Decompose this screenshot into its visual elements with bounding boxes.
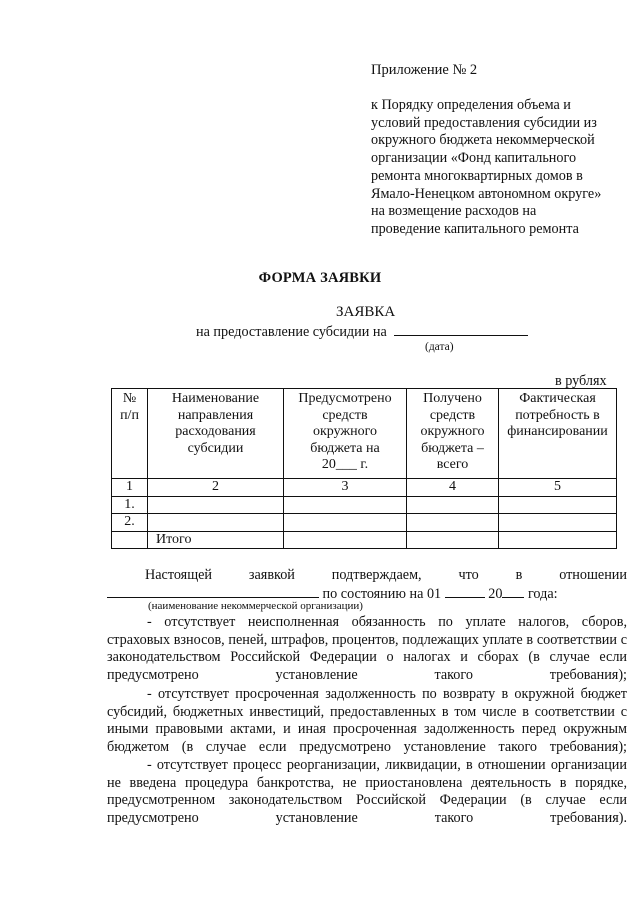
confirm-word: Настоящей (145, 567, 213, 583)
table-cell[interactable] (284, 496, 407, 514)
annex-title: Приложение № 2 (371, 62, 478, 78)
table-cell[interactable] (499, 496, 617, 514)
annex-line: Ямало-Ненецком автономном округе» (371, 185, 602, 202)
confirm-word: в (515, 567, 523, 583)
confirm-word: подтверждаем, (331, 567, 422, 583)
units-label: в рублях (555, 373, 607, 389)
annex-line: окружного бюджета некоммерческой (371, 132, 595, 149)
confirm-line-1 (107, 567, 627, 585)
table-cell[interactable] (499, 514, 617, 532)
header-received: Получено средств окружного бюджета – всего (407, 389, 499, 479)
request-subtitle-text: на предоставление субсидии на (196, 324, 387, 340)
table-cell[interactable] (407, 514, 499, 532)
row-number: 1. (112, 496, 148, 514)
row-number: 2. (112, 514, 148, 532)
annex-line: условий предоставления субсидии из (371, 114, 597, 131)
org-name-blank-field[interactable] (107, 584, 319, 598)
header-number: № п/п (112, 389, 148, 479)
annex-line: к Порядку определения объема и (371, 97, 571, 113)
table-cell[interactable] (499, 531, 617, 549)
header-planned: Предусмотрено средств окружного бюджета на 20___ г. (284, 389, 407, 479)
column-number: 5 (499, 479, 617, 497)
header-direction: Наименование направления расходования субсидии (148, 389, 284, 479)
date-caption: (дата) (425, 341, 454, 353)
table-cell (112, 531, 148, 549)
annex-line: проведение капитального ремонта (371, 220, 579, 237)
table-cell[interactable] (284, 514, 407, 532)
request-subtitle (196, 322, 528, 341)
confirm-word: заявкой (248, 567, 295, 583)
confirm-word: отношении (559, 567, 627, 583)
confirm-date-text: по состоянию на 01 (322, 586, 442, 602)
table-cell[interactable] (407, 531, 499, 549)
table-cell[interactable] (148, 514, 284, 532)
table-cell[interactable] (148, 496, 284, 514)
column-number: 4 (407, 479, 499, 497)
request-title: ЗАЯВКА (336, 304, 396, 320)
condition-taxes: - отсутствует неисполненная обязанность по уплате налогов, сборов, страховых взносов, пеней, штрафов, процентов, подлежащих уплате в соответствии с законодательством Российской Федерации о налогах и сборах (в случае если предусмотрено установление такого требования); (107, 614, 627, 683)
table-cell[interactable] (284, 531, 407, 549)
condition-debt: - отсутствует просроченная задолженность по возврату в окружной бюджет субсидий, бюджетных инвестиций, предоставленных в том числе в соответствии с иными правовыми актами, и иная просроченная задолженность перед окружным бюджетом (в случае если предусмотрено установление такого требования); (107, 686, 627, 755)
confirm-year-suffix: года: (527, 586, 558, 602)
annex-line: ремонта многоквартирных домов в (371, 167, 583, 184)
year-blank-field[interactable] (502, 584, 524, 598)
header-actual-need: Фактическая потребность в финансировании (499, 389, 617, 479)
annex-description (371, 97, 601, 239)
form-title: ФОРМА ЗАЯВКИ (258, 270, 382, 286)
column-number: 3 (284, 479, 407, 497)
day-month-blank-field[interactable] (445, 584, 485, 598)
date-blank-field[interactable] (394, 322, 528, 336)
org-caption: (наименование некоммерческой организации) (148, 600, 363, 612)
subsidy-table (111, 388, 617, 549)
confirm-word: что (458, 567, 479, 583)
condition-reorganization: - отсутствует процесс реорганизации, ликвидации, в отношении организации не введена процедура банкротства, не приостановлена деятельность в порядке, предусмотренном законодательством Российской Федерации (в случае если предусмотрено установление такого требования). (107, 757, 627, 826)
column-number: 2 (148, 479, 284, 497)
annex-line: на возмещение расходов на (371, 203, 537, 220)
confirm-year-prefix: 20 (488, 586, 503, 602)
column-number: 1 (112, 479, 148, 497)
total-label: Итого (148, 531, 284, 549)
annex-line: организации «Фонд капитального (371, 150, 577, 167)
table-cell[interactable] (407, 496, 499, 514)
